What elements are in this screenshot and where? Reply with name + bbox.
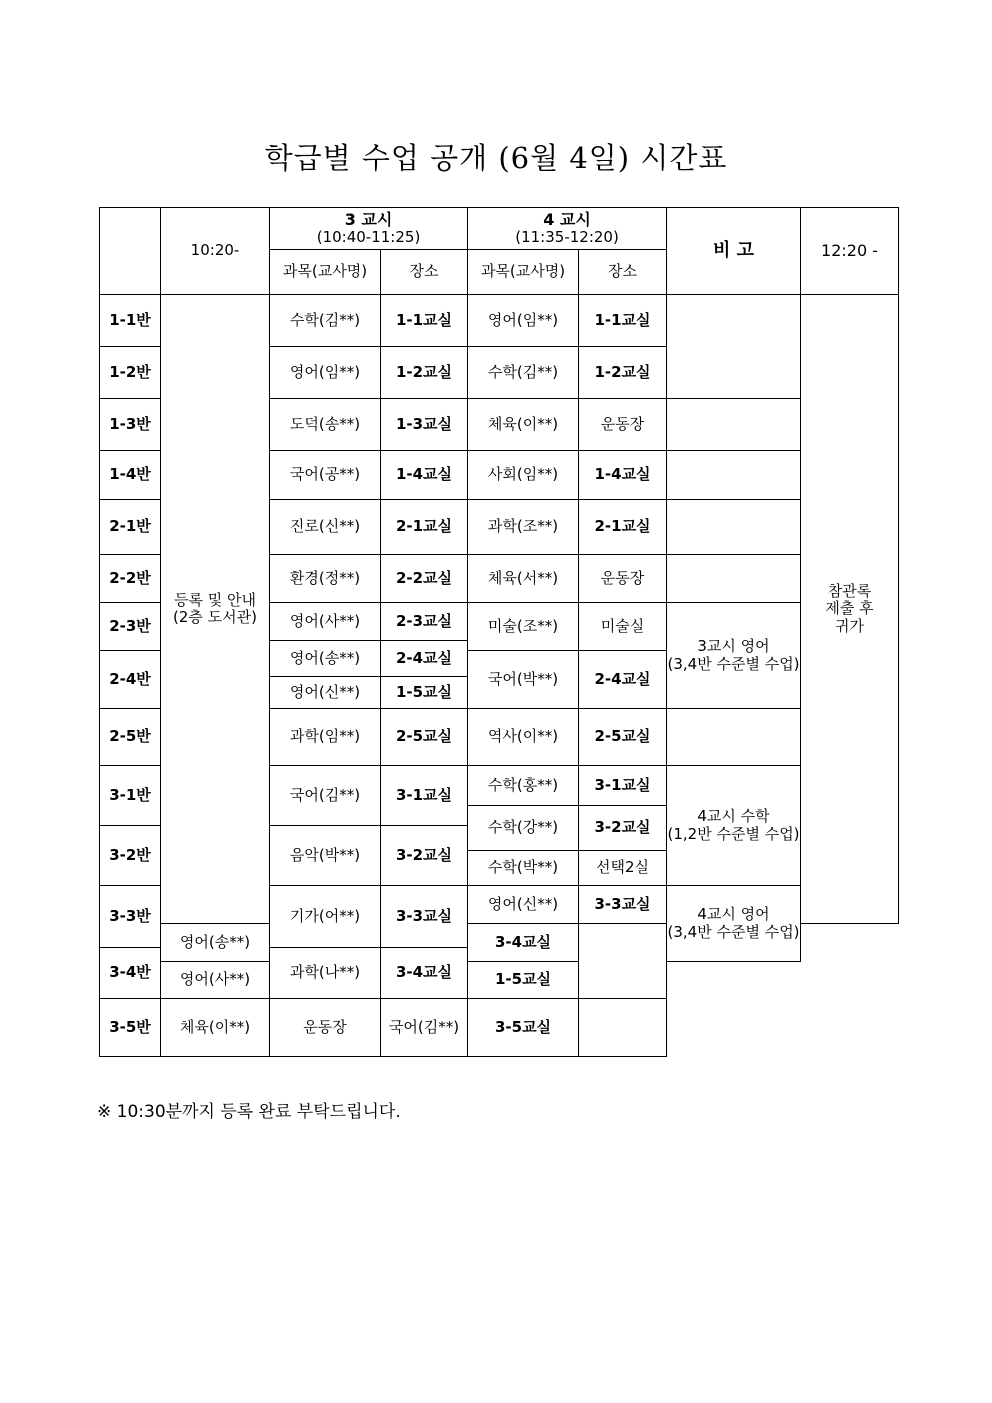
- remarks-note: [667, 886, 801, 962]
- p3-subject: 과학(임**): [270, 709, 381, 766]
- p4-place: 선택2실: [579, 851, 667, 886]
- remarks-empty: [667, 500, 801, 555]
- footer-note: ※ 10:30분까지 등록 완료 부탁드립니다.: [97, 1102, 401, 1122]
- p4-subject: 미술(조**): [468, 603, 579, 651]
- remarks-note-line1: 4교시 영어: [697, 905, 770, 924]
- class-label: 2-2반: [100, 555, 161, 603]
- closing-line1: 참관록: [827, 582, 872, 601]
- p3-place: 2-4교실: [381, 641, 468, 677]
- header-end-time: 12:20 -: [801, 208, 899, 295]
- p4-subject: 수학(홍**): [468, 766, 579, 806]
- p3-subject: 도덕(송**): [270, 399, 381, 451]
- p4-place: 3-1교실: [579, 766, 667, 806]
- class-label: 1-2반: [100, 347, 161, 399]
- p4-subject: 체육(이**): [468, 399, 579, 451]
- remarks-note-line2: (1,2반 수준별 수업): [667, 824, 800, 843]
- p4-subject: 영어(신**): [468, 886, 579, 924]
- p4-place: 1-4교실: [579, 451, 667, 500]
- p3-place: 1-2교실: [381, 347, 468, 399]
- class-label: 3-4반: [100, 948, 161, 999]
- p3-subject: 영어(신**): [270, 677, 381, 709]
- closing-line3: 귀가: [835, 616, 865, 635]
- p4-place: 2-5교실: [579, 709, 667, 766]
- p3-place: 운동장: [270, 999, 381, 1057]
- p3-place: 2-1교실: [381, 500, 468, 555]
- class-label: 1-3반: [100, 399, 161, 451]
- p3-place: 3-4교실: [381, 948, 468, 999]
- p3-place: 3-2교실: [381, 826, 468, 886]
- p3-place: 2-5교실: [381, 709, 468, 766]
- schedule-table: [99, 207, 899, 1057]
- header-corner: [100, 208, 161, 295]
- p4-subject: 수학(강**): [468, 806, 579, 851]
- header-period-4: [468, 208, 667, 250]
- p3-place: 3-1교실: [381, 766, 468, 826]
- p3-subject: 영어(송**): [270, 641, 381, 677]
- p3-place: 2-2교실: [381, 555, 468, 603]
- remarks-empty: [667, 295, 801, 399]
- page-title: 학급별 수업 공개 (6월 4일) 시간표: [264, 141, 728, 175]
- header-place-p3: 장소: [381, 250, 468, 295]
- p3-place: 3-3교실: [381, 886, 468, 948]
- class-label: 1-4반: [100, 451, 161, 500]
- p4-place: 3-5교실: [468, 999, 579, 1057]
- p4-subject: 영어(사**): [161, 962, 270, 999]
- remarks-empty: [667, 709, 801, 766]
- remarks-empty: [667, 399, 801, 451]
- class-label: 2-1반: [100, 500, 161, 555]
- remarks-empty: [579, 962, 667, 999]
- p4-place: 1-2교실: [579, 347, 667, 399]
- p3-subject: 과학(나**): [270, 948, 381, 999]
- class-label: 2-4반: [100, 651, 161, 709]
- p3-subject: 환경(정**): [270, 555, 381, 603]
- p4-subject: 역사(이**): [468, 709, 579, 766]
- p3-subject: 영어(임**): [270, 347, 381, 399]
- remarks-note-line2: (3,4반 수준별 수업): [667, 922, 800, 941]
- remarks-note-line2: (3,4반 수준별 수업): [667, 654, 800, 673]
- header-subject-p3: 과목(교사명): [270, 250, 381, 295]
- remarks-empty: [667, 555, 801, 603]
- p3-place: 1-5교실: [381, 677, 468, 709]
- p3-subject: 영어(사**): [270, 603, 381, 641]
- p4-place: 1-1교실: [579, 295, 667, 347]
- p4-subject: 체육(서**): [468, 555, 579, 603]
- remarks-empty: [579, 999, 667, 1057]
- p4-subject: 영어(송**): [161, 924, 270, 962]
- registration-line1: 등록 및 안내: [174, 590, 256, 609]
- header-period-3: [270, 208, 468, 250]
- p4-subject: 수학(김**): [468, 347, 579, 399]
- registration-line2: (2층 도서관): [173, 608, 257, 626]
- remarks-note: [667, 766, 801, 886]
- class-label: 3-1반: [100, 766, 161, 826]
- remarks-note: [667, 603, 801, 709]
- p3-place: 1-3교실: [381, 399, 468, 451]
- header-reg-time: 10:20-: [161, 208, 270, 295]
- p3-subject: 음악(박**): [270, 826, 381, 886]
- header-place-p4: 장소: [579, 250, 667, 295]
- p3-place: 1-1교실: [381, 295, 468, 347]
- p4-subject: 국어(김**): [381, 999, 468, 1057]
- header-remarks: 비 고: [667, 208, 801, 295]
- p3-subject: 진로(신**): [270, 500, 381, 555]
- class-label: 3-3반: [100, 886, 161, 948]
- p4-place: 운동장: [579, 555, 667, 603]
- p3-place: 2-3교실: [381, 603, 468, 641]
- period-4-label: 4 교시: [543, 209, 591, 229]
- p4-place: 3-3교실: [579, 886, 667, 924]
- closing-line2: 제출 후: [825, 599, 874, 618]
- period-4-time: (11:35-12:20): [515, 228, 619, 247]
- p4-place: 1-5교실: [468, 962, 579, 999]
- remarks-note-line1: 3교시 영어: [697, 637, 770, 656]
- p3-subject: 수학(김**): [270, 295, 381, 347]
- closing-cell: [801, 295, 899, 924]
- period-3-time: (10:40-11:25): [316, 228, 421, 247]
- p4-place: 미술실: [579, 603, 667, 651]
- p4-place: 2-1교실: [579, 500, 667, 555]
- p3-subject: 체육(이**): [161, 999, 270, 1057]
- header-subject-p4: 과목(교사명): [468, 250, 579, 295]
- p4-place: 3-2교실: [579, 806, 667, 851]
- remarks-note-line1: 4교시 수학: [697, 807, 770, 826]
- class-label: 3-2반: [100, 826, 161, 886]
- p3-subject: 국어(공**): [270, 451, 381, 500]
- class-label: 3-5반: [100, 999, 161, 1057]
- p4-subject: 국어(박**): [468, 651, 579, 709]
- p4-subject: 사회(임**): [468, 451, 579, 500]
- p4-subject: 과학(조**): [468, 500, 579, 555]
- p4-place: 운동장: [579, 399, 667, 451]
- p4-subject: 영어(임**): [468, 295, 579, 347]
- class-label: 1-1반: [100, 295, 161, 347]
- remarks-empty: [667, 451, 801, 500]
- class-label: 2-5반: [100, 709, 161, 766]
- p4-place: 3-4교실: [468, 924, 579, 962]
- p3-place: 1-4교실: [381, 451, 468, 500]
- period-3-label: 3 교시: [344, 209, 393, 229]
- p4-place: 2-4교실: [579, 651, 667, 709]
- registration-cell: [161, 295, 270, 924]
- p3-subject: 국어(김**): [270, 766, 381, 826]
- p4-subject: 수학(박**): [468, 851, 579, 886]
- class-label: 2-3반: [100, 603, 161, 651]
- p3-subject: 기가(어**): [270, 886, 381, 948]
